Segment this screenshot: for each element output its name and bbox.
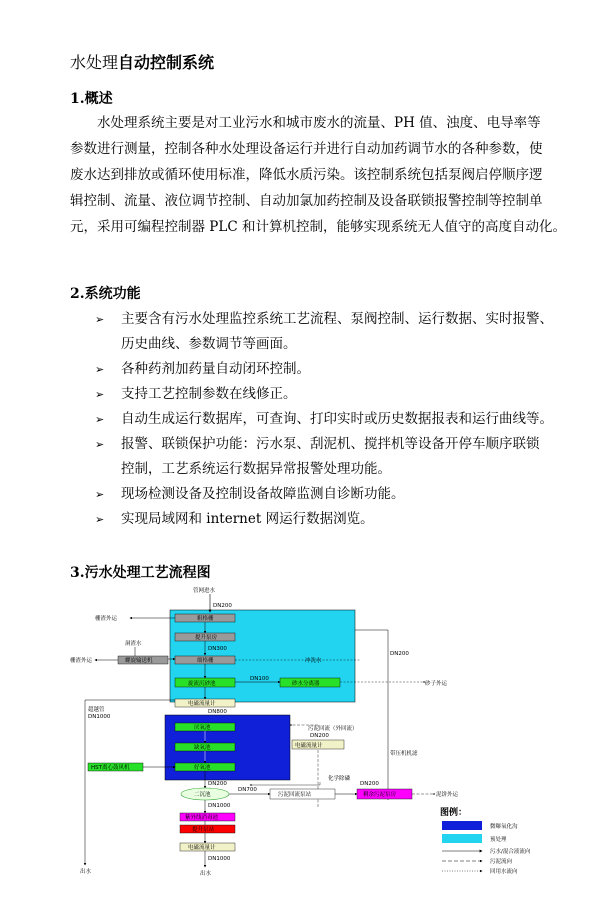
legend-item: 预处理 <box>490 837 507 843</box>
label-fan: HST离心鼓风机 <box>91 765 130 771</box>
flow-svg <box>70 585 590 910</box>
list-item: ➢ 现场检测设备及控制设备故障监测自诊断功能。 <box>95 482 575 507</box>
label-dn200-r: DN200 <box>310 733 329 739</box>
label-inlet: 管网进水 <box>193 588 216 594</box>
label-flowmeter3: 电磁流量计 <box>188 845 216 851</box>
process-flow-diagram <box>70 585 590 910</box>
legend-item: 微曝氧化沟 <box>490 824 518 830</box>
label-flowmeter2: 电磁流量计 <box>295 743 323 749</box>
label-coarse-screen: 粗格栅 <box>197 616 214 622</box>
para-line: 废水达到排放或循环使用标准，降低水质污染。该控制系统包括泵阀启停顺序逻 <box>70 167 543 183</box>
label-cake-out: 泥饼外运 <box>436 792 459 798</box>
label-overflow: 超越管 <box>88 707 105 713</box>
legend-swatch-pre <box>442 834 482 843</box>
label-dn800: DN800 <box>208 709 227 715</box>
label-flowmeter1: 电磁流量计 <box>188 701 216 707</box>
label-sand-out: 砂子外运 <box>425 681 448 687</box>
label-grit: 旋流沉砂池 <box>188 681 216 687</box>
label-dn200-b: DN200 <box>360 781 379 787</box>
label-effluent2: 出水 <box>80 869 92 875</box>
legend-item: 污水/混合液流向 <box>490 849 531 855</box>
section1-paragraph <box>70 110 570 240</box>
label-flush-water: 冲洗水 <box>305 658 322 664</box>
label-sand-sep: 砂水分离器 <box>292 681 320 687</box>
label-dn1000-c: DN1000 <box>208 856 231 862</box>
label-effluent: 出水 <box>200 871 212 877</box>
section1-heading: 1.概述 <box>70 91 113 107</box>
label-reflux: 污泥回流（外回流） <box>308 726 358 732</box>
label-dn100: DN100 <box>250 676 269 682</box>
label-clarifier: 二沉池 <box>194 792 211 798</box>
section2-heading: 2.系统功能 <box>70 286 141 302</box>
section3-heading: 3.污水处理工艺流程图 <box>70 565 211 581</box>
legend-swatch-bio <box>442 821 482 830</box>
label-pump-st: 提升泵站 <box>192 827 215 833</box>
legend-title: 图例： <box>440 808 468 818</box>
list-item: ➢ 报警、联锁保护功能：污水泵、刮泥机、搅拌机等设备开停车顺序联锁 <box>95 432 575 457</box>
label-dn1000-left: DN1000 <box>88 714 111 720</box>
list-item-cont: 历史曲线、参数调节等画面。 <box>121 336 297 352</box>
label-thickener: 剩余污泥泵房 <box>363 792 397 798</box>
label-dn300: DN300 <box>208 646 227 652</box>
label-lift-pump: 提升泵房 <box>195 635 218 641</box>
label-dn200-right: DN200 <box>390 651 409 657</box>
legend-item: 污泥流向 <box>490 859 513 865</box>
label-belt: 带压机机滤 <box>390 751 418 757</box>
para-line: 参数进行测量，控制各种水处理设备运行并进行自动加药调节水的各种参数，使 <box>70 141 543 157</box>
list-item: ➢ 实现局域网和 internet 网运行数据浏览。 <box>95 507 575 532</box>
label-dn200-mid: DN200 <box>208 781 227 787</box>
para-line: 元，采用可编程控制器 PLC 和计算机控制，能够实现系统无人值守的高度自动化。 <box>70 219 566 235</box>
list-item: ➢ 自动生成运行数据库，可查询、打印实时或历史数据报表和运行曲线等。 <box>95 407 575 432</box>
title-bold: 自动控制系统 <box>118 53 215 72</box>
label-uv: 紫外线消毒池 <box>185 815 219 821</box>
label-anoxic: 缺氧池 <box>194 745 211 751</box>
label-screw: 螺旋输送机 <box>125 658 153 664</box>
legend-item: 回用水流向 <box>490 869 518 875</box>
label-slag-out-1: 栅渣外运 <box>95 616 118 622</box>
label-slag-out-2: 栅渣外运 <box>70 658 93 664</box>
label-dn1000-b: DN1000 <box>208 803 231 809</box>
label-aerobic: 好氧池 <box>194 765 211 771</box>
list-item: ➢ 主要含有污水处理监控系统工艺流程、泵阀控制、运行数据、实时报警、 <box>95 307 575 332</box>
label-dn700: DN700 <box>238 787 257 793</box>
label-wash-water: 洞渣水 <box>125 641 142 647</box>
list-item: ➢ 支持工艺控制参数在线修正。 <box>95 382 575 407</box>
label-chem: 化学除磷 <box>328 776 351 782</box>
function-list <box>95 307 575 532</box>
title-prefix: 水处理 <box>70 53 119 72</box>
list-item-cont: 控制，工艺系统运行数据异常报警处理功能。 <box>121 461 391 477</box>
label-fine-screen: 细格栅 <box>197 658 214 664</box>
label-dn200-top: DN200 <box>213 603 232 609</box>
page-title <box>70 50 214 73</box>
label-sludge-pump: 污泥回流泵站 <box>278 792 312 798</box>
para-line: 辑控制、流量、液位调节控制、自动加氯加药控制及设备联锁报警控制等控制单 <box>70 193 543 209</box>
label-anaerobic: 厌氧池 <box>194 725 211 731</box>
para-line: 水处理系统主要是对工业污水和城市废水的流量、PH 值、浊度、电导率等 <box>97 115 541 131</box>
list-item: ➢ 各种药剂加药量自动闭环控制。 <box>95 357 575 382</box>
